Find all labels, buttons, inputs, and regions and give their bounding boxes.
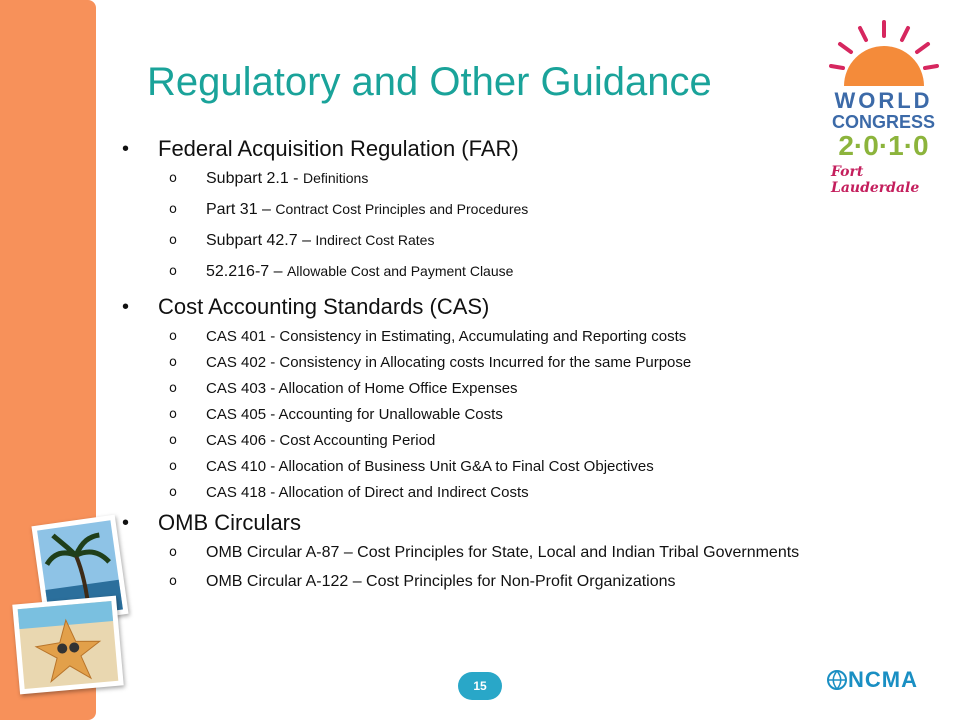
list-item-sub: Allowable Cost and Payment Clause	[286, 263, 514, 279]
sun-icon	[826, 14, 941, 94]
list-item-text	[206, 405, 503, 424]
list-item	[169, 379, 842, 398]
section-heading	[122, 135, 842, 163]
list-item-main: CAS 418 - Allocation of Direct and Indirect Costs	[206, 484, 529, 501]
starfish-photo	[12, 596, 123, 695]
list-item-sub: Contract Cost Principles and Procedures	[275, 201, 529, 217]
logo-world: WORLD	[834, 88, 933, 113]
list-item-main: CAS 403 - Allocation of Home Office Expenses	[206, 380, 518, 397]
list-item-text	[206, 169, 368, 188]
bullet-icon: •	[122, 512, 130, 534]
list-item	[169, 572, 842, 591]
sub-bullet-icon: o	[169, 574, 177, 589]
list-item	[169, 543, 842, 562]
list-item	[169, 405, 842, 424]
sub-bullet-icon: o	[169, 433, 177, 448]
list-item-main: 52.216-7 –	[206, 263, 287, 280]
logo-fort-lauderdale: Fort Lauderdale	[831, 164, 920, 196]
sub-bullet-icon: o	[169, 459, 177, 474]
content-list	[122, 135, 842, 601]
bullet-icon: •	[122, 296, 130, 318]
list-item	[169, 327, 842, 346]
globe-icon	[826, 669, 848, 691]
list-item-sub: Definitions	[302, 170, 369, 186]
world-congress-logo	[826, 14, 941, 196]
list-item	[169, 353, 842, 372]
ncma-text: NCMA	[848, 667, 918, 692]
list-item	[169, 483, 842, 502]
sub-bullet-icon: o	[169, 381, 177, 396]
list-item	[169, 200, 842, 219]
list-item	[169, 169, 842, 188]
list-item-text	[206, 572, 676, 591]
list-item-text	[206, 457, 654, 476]
section-heading-text: Federal Acquisition Regulation (FAR)	[158, 136, 519, 161]
logo-congress: CONGRESS	[831, 112, 936, 132]
list-item-text	[206, 543, 799, 562]
bullet-icon: •	[122, 138, 130, 160]
list-item-main: Subpart 2.1 -	[206, 170, 303, 187]
list-item	[169, 431, 842, 450]
list-item-main: CAS 401 - Consistency in Estimating, Accumulating and Reporting costs	[206, 328, 687, 345]
list-item-main: Subpart 42.7 –	[206, 232, 316, 249]
list-item-text	[206, 431, 435, 450]
list-item-text	[206, 200, 528, 219]
list-item-main: CAS 410 - Allocation of Business Unit G&A to Final Cost Objectives	[206, 458, 654, 475]
page-number: 15	[458, 672, 502, 700]
section-heading-text: OMB Circulars	[158, 510, 302, 535]
list-item	[169, 262, 842, 281]
logo-year: 2·0·1·0	[838, 130, 929, 161]
list-item-main: CAS 406 - Cost Accounting Period	[206, 432, 436, 449]
ncma-logo	[826, 667, 918, 693]
section-heading-text: Cost Accounting Standards (CAS)	[158, 294, 490, 319]
sub-bullet-icon: o	[169, 355, 177, 370]
list-item-main: Part 31 –	[206, 201, 276, 218]
list-item-text	[206, 379, 518, 398]
section	[122, 509, 842, 591]
list-item-main: CAS 402 - Consistency in Allocating costs Incurred for the same Purpose	[206, 354, 692, 371]
section	[122, 293, 842, 502]
sub-bullet-icon: o	[169, 329, 177, 344]
list-item	[169, 231, 842, 250]
sub-bullet-icon: o	[169, 171, 177, 186]
sub-bullet-icon: o	[169, 407, 177, 422]
section-heading	[122, 509, 842, 537]
list-item-main: OMB Circular A-87 – Cost Principles for State, Local and Indian Tribal Governments	[206, 544, 800, 561]
sub-bullet-icon: o	[169, 264, 177, 279]
list-item-text	[206, 483, 529, 502]
list-item-main: CAS 405 - Accounting for Unallowable Costs	[206, 406, 503, 423]
slide-title: Regulatory and Other Guidance	[147, 60, 712, 104]
list-item-sub: Indirect Cost Rates	[315, 232, 435, 248]
sub-bullet-icon: o	[169, 485, 177, 500]
list-item-text	[206, 262, 513, 281]
sub-bullet-icon: o	[169, 202, 177, 217]
section-heading	[122, 293, 842, 321]
section	[122, 135, 842, 281]
sub-bullet-icon: o	[169, 233, 177, 248]
list-item-main: OMB Circular A-122 – Cost Principles for Non-Profit Organizations	[206, 573, 676, 590]
list-item-text	[206, 327, 686, 346]
sub-bullet-icon: o	[169, 545, 177, 560]
list-item-text	[206, 353, 691, 372]
list-item-text	[206, 231, 434, 250]
list-item	[169, 457, 842, 476]
